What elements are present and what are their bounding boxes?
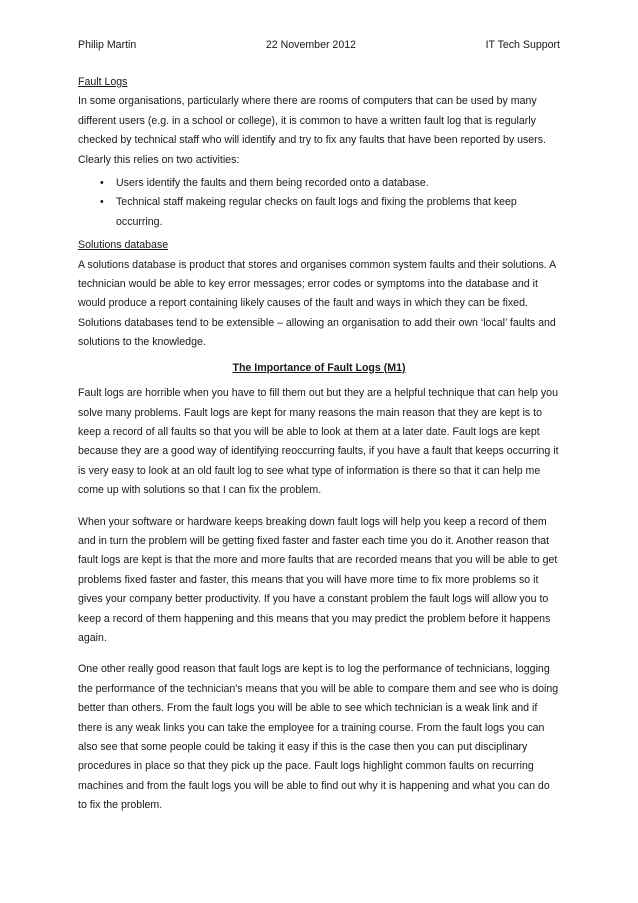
solutions-database-body: A solutions database is product that stores and organises common system faults and their solutions. A technician would be able to key error messages; error codes or symptoms into the database and it would produce a report containing likely causes of the fault and ways in which they can be fixed. Solutions databases tend to be extensible – allowing an organisation to add their own ‘local’ faults and solutions to the knowledge. [78,258,556,349]
fault-logs-heading: Fault Logs [78,76,128,88]
importance-title: The Importance of Fault Logs (M1) [232,361,406,374]
solutions-database-section [78,236,560,352]
importance-paragraph-3: One other really good reason that fault logs are kept is to log the performance of technicians, logging the performance of the technician's means that you will be able to compare them and see who is doing better than others. From the fault logs you will be able to see which technician is a weak link and if there is any weak links you can take the employee for a training course. From the fault logs you can also see that some people could be taking it easy if this is the case then you can put disciplinary procedures in place so that they pick up the pace. Fault logs highlight common faults on recurring machines and from the fault logs you will be able to find out why it is happening and what you can do to fix the problem. [78,663,559,812]
fault-logs-section [78,73,560,232]
header-author: Philip Martin [78,39,137,51]
importance-paragraph-2: When your software or hardware keeps breaking down fault logs will help you keep a record of them and in turn the problem will be getting fixed faster and faster each time you do it. Another reason that fault logs are kept is that the more and more faults that are recorded means that you will be able to get problems fixed faster and faster, this means that you will have more time to fix more problems so it gives your company better productivity. If you have a constant problem the fault logs will allow you to keep a record of them happening and this means that you may predict the problem before it happens again. [78,515,558,644]
header-date: 22 November 2012 [265,39,356,51]
bullet-text: Users identify the faults and them being recorded onto a database. [116,177,429,190]
bullet-icon: • [100,177,104,190]
list-item [100,174,560,193]
fault-logs-bullet-list [78,174,560,232]
fault-logs-intro: In some organisations, particularly where there are rooms of computers that can be used by many different users (e.g. in a school or college), it is common to have a written fault log that is regularly checked by technical staff who will identify and try to fix any faults that have been reported by users. Clearly this relies on two activities: [78,95,546,166]
importance-paragraph-1: Fault logs are horrible when you have to fill them out but they are a helpful technique that can help you solve many problems. Fault logs are kept for many reasons the main reason that they are kept is to keep a record of all faults so that you will be able to look at them at a later date. Fault logs are kept because they are a good way of identifying reoccurring faults, if you have a fault that keeps occurring it is very easy to look at an old fault log to see what type of information is there so that it can help me come up with solutions so that I can fix the problem. [78,387,559,497]
solutions-database-heading: Solutions database [78,239,169,252]
page-header [78,36,560,56]
bullet-icon: • [100,196,104,209]
bullet-text: Technical staff makeing regular checks on fault logs and fixing the problems that keep occurring. [116,196,517,228]
importance-section [78,359,560,816]
list-item [100,193,560,232]
header-subject: IT Tech Support [485,39,560,51]
